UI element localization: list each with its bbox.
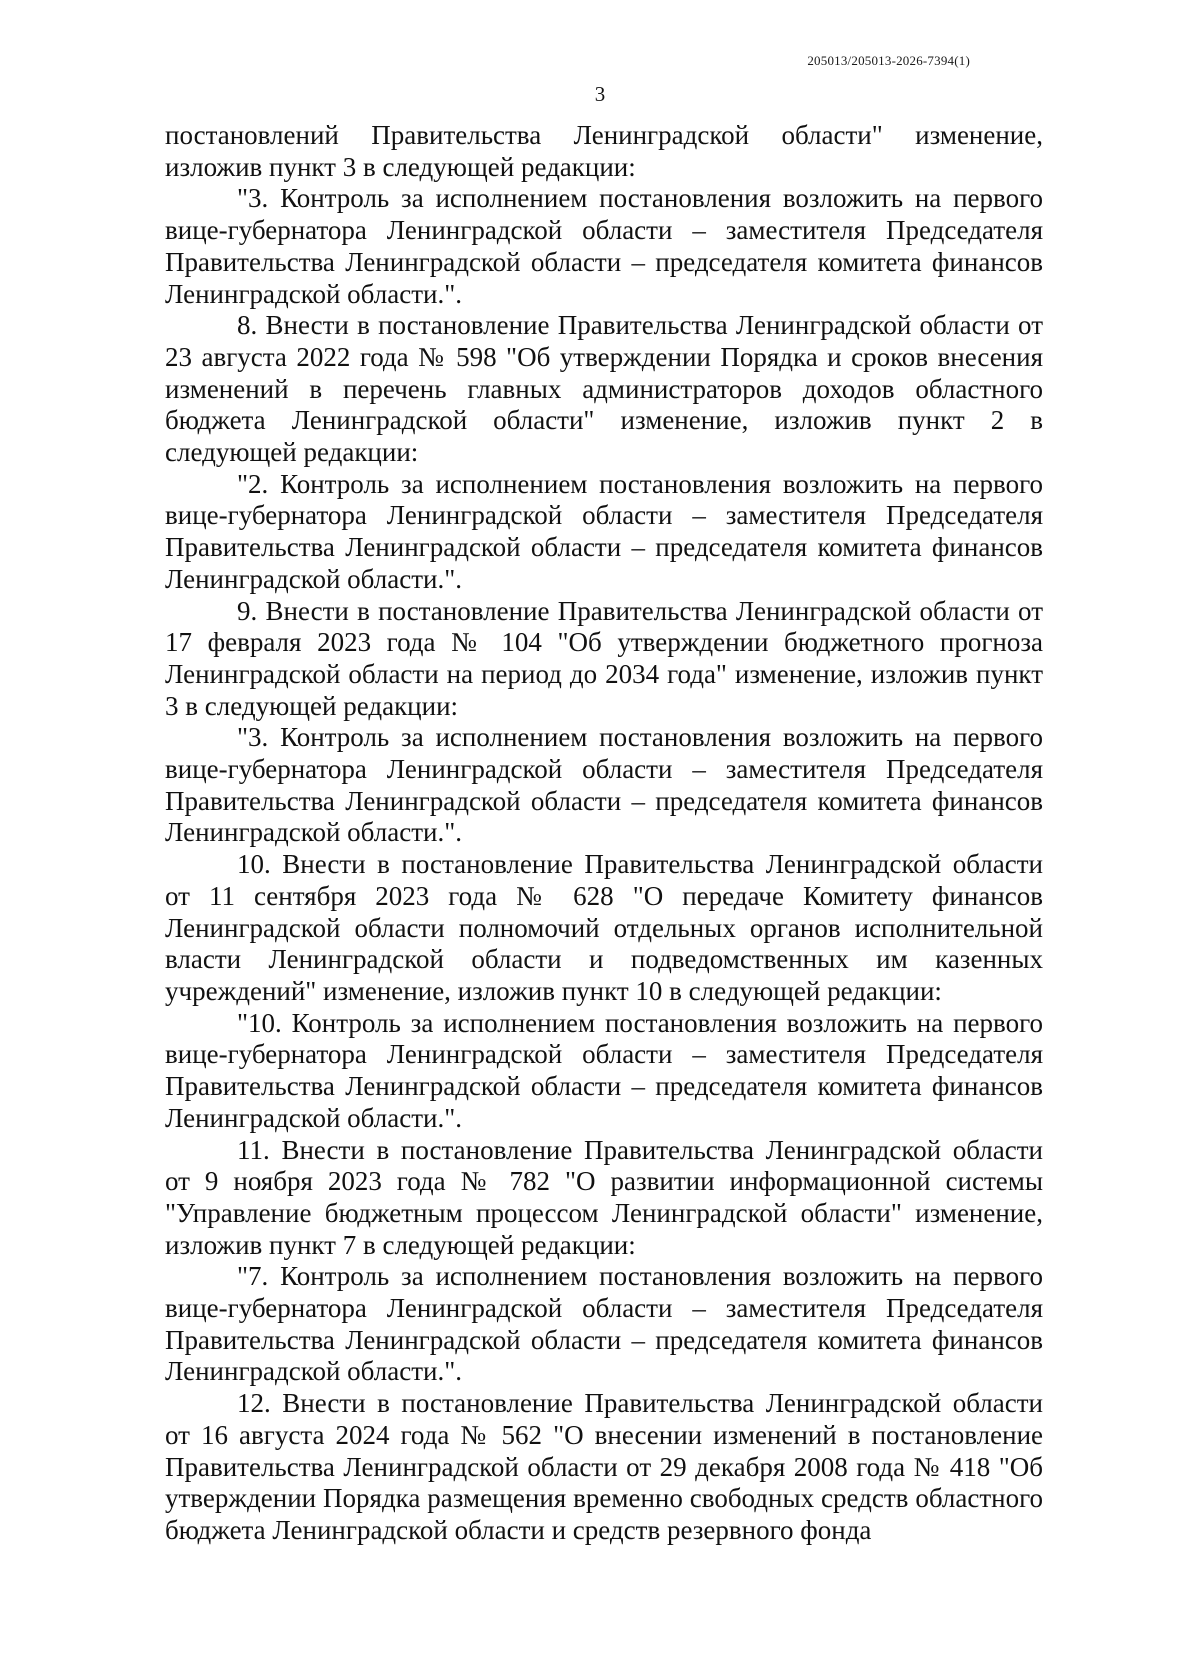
paragraph-continuation: постановлений Правительства Ленинградской области" изменение, изложив пункт 3 в следующей редакции: — [165, 120, 1043, 182]
page-number: 3 — [594, 82, 606, 106]
quoted-clause-2: "2. Контроль за исполнением постановления возложить на первого вице-губернатора Ленинградской области – заместителя Председателя Правительства Ленинградской области – председателя комитета финансов Ленинградской области.". — [165, 468, 1043, 594]
document-id: 205013/205013-2026-7394(1) — [807, 53, 970, 68]
quoted-clause-7: "7. Контроль за исполнением постановления возложить на первого вице-губернатора Ленинградской области – заместителя Председателя Правительства Ленинградской области – председателя комитета финансов Ленинградской области.". — [165, 1261, 1043, 1387]
quoted-clause-3: "3. Контроль за исполнением постановления возложить на первого вице-губернатора Ленинградской области – заместителя Председателя Правительства Ленинградской области – председателя комитета финансов Ленинградской области.". — [165, 183, 1043, 309]
paragraph-11: 11. Внести в постановление Правительства Ленинградской области от 9 ноября 2023 года № 782 "О развитии информационной системы "Управление бюджетным процессом Ленинградской области" изменение, изложив пункт 7 в следующей редакции: — [165, 1134, 1043, 1260]
paragraph-12: 12. Внести в постановление Правительства Ленинградской области от 16 августа 2024 года № 562 "О внесении изменений в постановление Правительства Ленинградской области от 29 декабря 2008 года № 418 "Об утверждении Порядка размещения временно свободных средств областного бюджета Ленинградской области и средств резервного фонда — [165, 1388, 1043, 1545]
quoted-clause-10: "10. Контроль за исполнением постановления возложить на первого вице-губернатора Ленинградской области – заместителя Председателя Правительства Ленинградской области – председателя комитета финансов Ленинградской области.". — [165, 1007, 1043, 1133]
paragraph-9: 9. Внести в постановление Правительства Ленинградской области от 17 февраля 2023 года № 104 "Об утверждении бюджетного прогноза Ленинградской области на период до 2034 года" изменение, изложив пункт 3 в следующей редакции: — [165, 595, 1043, 721]
quoted-clause-3b: "3. Контроль за исполнением постановления возложить на первого вице-губернатора Ленинградской области – заместителя Председателя Правительства Ленинградской области – председателя комитета финансов Ленинградской области.". — [165, 722, 1043, 848]
paragraph-10: 10. Внести в постановление Правительства Ленинградской области от 11 сентября 2023 года № 628 "О передаче Комитету финансов Ленинградской области полномочий отдельных органов исполнительной власти Ленинградской области и подведомственных им казенных учреждений" изменение, изложив пункт 10 в следующей редакции: — [165, 849, 1043, 1006]
document-body — [165, 120, 1043, 1547]
paragraph-8: 8. Внести в постановление Правительства Ленинградской области от 23 августа 2022 года № 598 "Об утверждении Порядка и сроков внесения изменений в перечень главных администраторов доходов областного бюджета Ленинградской области" изменение, изложив пункт 2 в следующей редакции: — [165, 310, 1043, 468]
